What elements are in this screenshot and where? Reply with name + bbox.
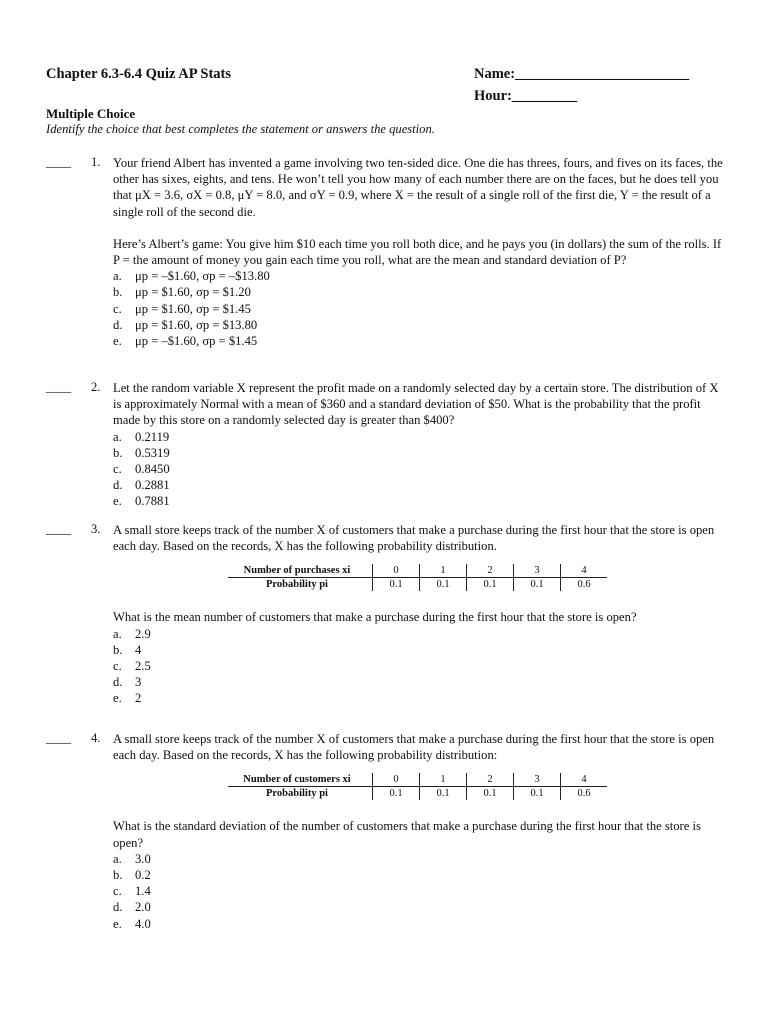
question-stem: A small store keeps track of the number X of customers that make a purchase during the first hour that the store is open each day. Based on the records, X has the following probability distribution:: [113, 732, 715, 763]
stem-part-c: , where X = the result of a single roll of the first die, Y = the result of a single roll of the second die.: [113, 188, 711, 219]
option-c: [113, 301, 723, 317]
option-text: 0.5319: [135, 445, 170, 460]
question-stem: Let the random variable X represent the profit made on a randomly selected day by a certain store. The distribution of X is approximately Normal with a mean of $360 and a standard deviation of $50. What is the probability that the profit made by this store on a randomly selected day is greater than $400?: [113, 381, 719, 428]
option-text: 0.8450: [135, 462, 170, 477]
option-letter: a.: [113, 626, 122, 641]
option-text: 3.0: [135, 851, 151, 866]
option-d: [113, 674, 723, 690]
option-letter: a.: [113, 269, 122, 284]
options-list: [113, 626, 723, 707]
options-list: [113, 268, 723, 349]
quiz-title: Chapter 6.3-6.4 Quiz AP Stats: [46, 66, 232, 82]
table-prob: 0.6: [561, 578, 608, 592]
question-number: 3.: [91, 522, 101, 536]
hour-field: Hour:_________: [474, 88, 578, 104]
option-letter: c.: [113, 659, 122, 674]
question-prompt: What is the standard deviation of the number of customers that make a purchase during the first hour that the store is open?: [113, 819, 701, 850]
option-text: μp = $1.60, σp = $1.20: [135, 285, 251, 300]
table-row-label: Number of customers xi: [228, 773, 373, 787]
option-text: 2: [135, 691, 142, 706]
option-letter: b.: [113, 285, 123, 300]
option-letter: e.: [113, 494, 122, 509]
table-prob: 0.1: [373, 787, 420, 801]
table-value: 4: [561, 564, 608, 578]
question-number: 4.: [91, 731, 101, 745]
option-text: 4: [135, 642, 142, 657]
option-d: [113, 317, 723, 333]
table-row-label: Number of purchases xi: [228, 564, 373, 578]
table-value: 0: [373, 564, 420, 578]
option-text: μp = –$1.60, σp = $1.45: [135, 334, 258, 349]
table-value: 3: [514, 773, 561, 787]
table-prob: 0.1: [373, 578, 420, 592]
table-value: 2: [467, 564, 514, 578]
question-prompt: What is the mean number of customers that make a purchase during the first hour that the store is open?: [113, 610, 637, 625]
question-prompt: Here’s Albert’s game: You give him $10 each time you roll both dice, and he pays you (in dollars) the sum of the rolls. If P = the amount of money you gain each time you roll, what are the mean and standard deviation of P?: [113, 236, 722, 268]
option-text: 0.2881: [135, 478, 170, 493]
option-text: 0.7881: [135, 494, 170, 509]
option-text: 3: [135, 675, 142, 690]
table-value: 4: [561, 773, 608, 787]
option-text: μp = $1.60, σp = $1.45: [135, 301, 251, 316]
option-letter: c.: [113, 301, 122, 316]
options-list: [113, 851, 723, 932]
table-prob: 0.1: [467, 578, 514, 592]
option-letter: d.: [113, 900, 123, 915]
option-text: μp = –$1.60, σp = –$13.80: [135, 269, 270, 284]
section-heading: Multiple Choice: [46, 106, 136, 121]
question-body: [113, 380, 723, 510]
option-a: [113, 851, 723, 867]
option-e: [113, 493, 723, 509]
table-value: 1: [420, 773, 467, 787]
option-letter: d.: [113, 317, 123, 332]
question-number: 1.: [91, 155, 101, 169]
option-text: 2.5: [135, 659, 151, 674]
probability-table: [228, 773, 607, 800]
option-d: [113, 477, 723, 493]
answer-blank: ____: [46, 731, 72, 745]
table-prob: 0.1: [467, 787, 514, 801]
option-text: μp = $1.60, σp = $13.80: [135, 317, 258, 332]
option-letter: d.: [113, 478, 123, 493]
table-prob: 0.1: [514, 787, 561, 801]
option-letter: e.: [113, 691, 122, 706]
table-prob: 0.1: [514, 578, 561, 592]
option-b: [113, 445, 723, 461]
table-value: 2: [467, 773, 514, 787]
question-stem: [113, 155, 723, 220]
option-letter: d.: [113, 675, 123, 690]
option-text: 2.9: [135, 626, 151, 641]
question-body: [113, 155, 723, 349]
option-a: [113, 429, 723, 445]
option-e: [113, 333, 723, 349]
option-d: [113, 899, 723, 915]
table-prob: 0.1: [420, 787, 467, 801]
option-text: 4.0: [135, 916, 151, 931]
options-list: [113, 429, 723, 510]
section-instructions: Identify the choice that best completes the statement or answers the question.: [46, 122, 435, 136]
option-c: [113, 658, 723, 674]
question-body: [113, 731, 723, 932]
option-text: 0.2119: [135, 429, 170, 444]
option-letter: a.: [113, 851, 122, 866]
option-text: 2.0: [135, 900, 151, 915]
table-value: 1: [420, 564, 467, 578]
option-text: 1.4: [135, 884, 151, 899]
table-prob: 0.1: [420, 578, 467, 592]
question-number: 2.: [91, 380, 101, 394]
stem-part-a: Your friend Albert has invented a game involving two ten-sided dice. One die has threes, fours, and fives on its faces, the other has sixes, eights, and tens. He won’t tell you how many of each number there are on the faces, but he does tell you that: [113, 156, 723, 203]
option-b: [113, 284, 723, 300]
table-row-label: Probability pi: [266, 579, 328, 591]
table-prob: 0.6: [561, 787, 608, 801]
table-row-label: Probability pi: [266, 788, 328, 800]
option-e: [113, 916, 723, 932]
option-text: 0.2: [135, 868, 151, 883]
question-stem: A small store keeps track of the number X of customers that make a purchase during the first hour that the store is open each day. Based on the records, X has the following probability distribution.: [113, 523, 715, 554]
option-letter: b.: [113, 445, 123, 460]
option-a: [113, 268, 723, 284]
option-letter: e.: [113, 334, 122, 349]
answer-blank: ____: [46, 380, 72, 394]
option-letter: e.: [113, 916, 122, 931]
option-letter: b.: [113, 642, 123, 657]
answer-blank: ____: [46, 522, 72, 536]
probability-table: [228, 564, 607, 591]
table-value: 0: [373, 773, 420, 787]
option-c: [113, 461, 723, 477]
question-body: [113, 522, 723, 707]
option-letter: a.: [113, 429, 122, 444]
name-field: Name:________________________: [474, 66, 690, 82]
answer-blank: ____: [46, 155, 72, 169]
stem-parameters: μX = 3.6, σX = 0.8, μY = 8.0, and σY = 0.9: [135, 188, 355, 203]
option-letter: b.: [113, 868, 123, 883]
option-letter: c.: [113, 884, 122, 899]
option-a: [113, 626, 723, 642]
option-e: [113, 690, 723, 706]
table-value: 3: [514, 564, 561, 578]
option-c: [113, 883, 723, 899]
option-b: [113, 867, 723, 883]
option-letter: c.: [113, 462, 122, 477]
option-b: [113, 642, 723, 658]
